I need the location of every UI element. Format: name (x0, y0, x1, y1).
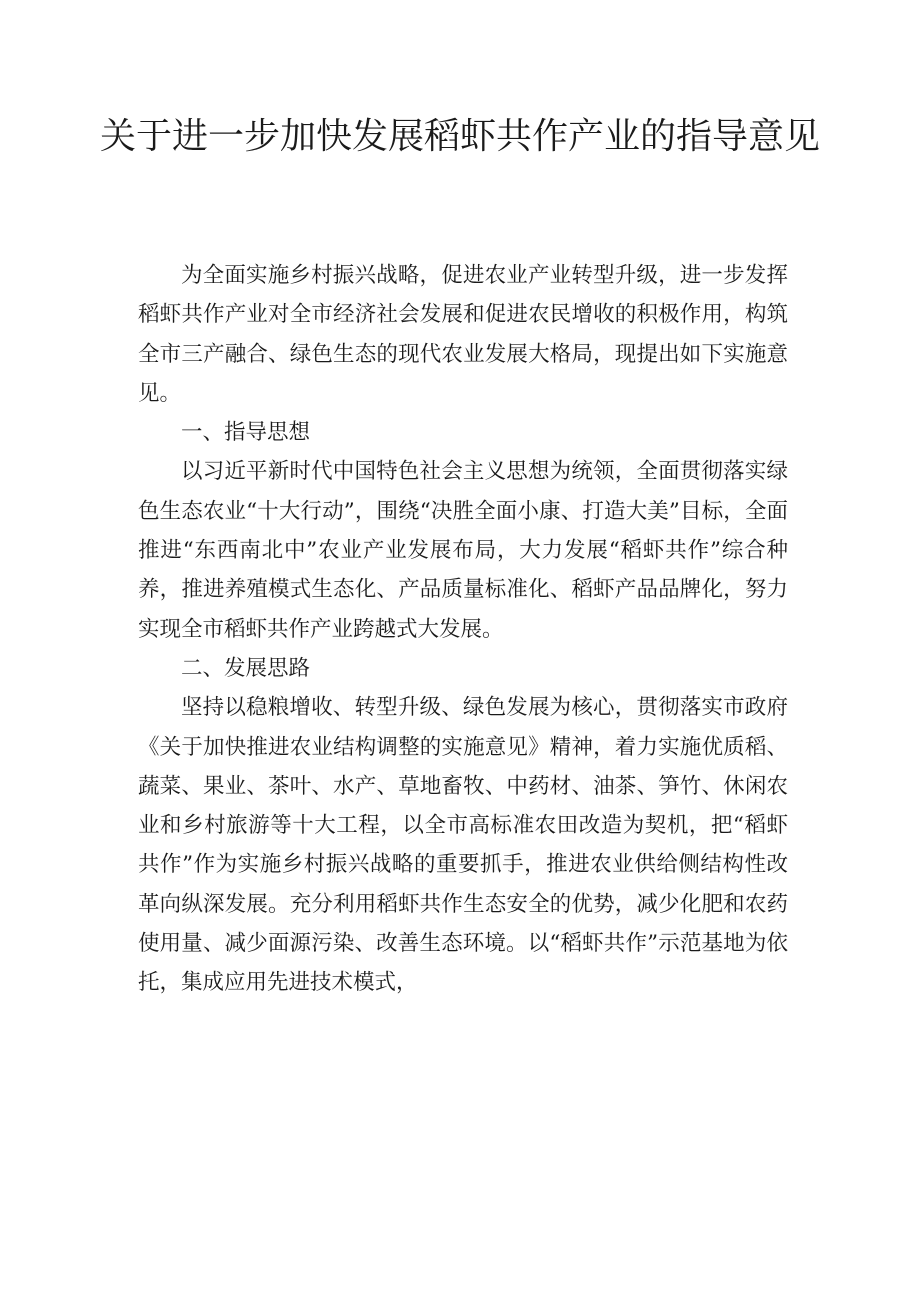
section-heading-guiding-ideology: 一、指导思想 (181, 420, 311, 446)
document-body (138, 256, 788, 1003)
document-title: 关于进一步加快发展稻虾共作产业的指导意见 (100, 116, 821, 157)
development-approach-paragraph: 坚持以稳粮增收、转型升级、绿色发展为核心，贯彻落实市政府《关于加快推进农业结构调整的实施意见》精神，着力实施优质稻、蔬菜、果业、茶叶、水产、草地畜牧、中药材、油茶、笋竹、休闲农业和乡村旅游等十大工程，以全市高标准农田改造为契机，把“稻虾共作”作为实施乡村振兴战略的重要抓手，推进农业供给侧结构性改革向纵深发展。充分利用稻虾共作生态安全的优势，减少化肥和农药使用量、减少面源污染、改善生态环境。以“稻虾共作”示范基地为依托，集成应用先进技术模式， (138, 695, 788, 996)
guiding-ideology-paragraph: 以习近平新时代中国特色社会主义思想为统领，全面贯彻落实绿色生态农业“十大行动”，围绕“决胜全面小康、打造大美”目标，全面推进“东西南北中”农业产业发展布局，大力发展“稻虾共作”综合种养，推进养殖模式生态化、产品质量标准化、稻虾产品品牌化，努力实现全市稻虾共作产业跨越式大发展。 (138, 459, 788, 642)
section-heading-development-approach: 二、发展思路 (181, 655, 311, 681)
intro-paragraph: 为全面实施乡村振兴战略，促进农业产业转型升级，进一步发挥稻虾共作产业对全市经济社会发展和促进农民增收的积极作用，构筑全市三产融合、绿色生态的现代农业发展大格局，现提出如下实施意见。 (138, 263, 788, 406)
